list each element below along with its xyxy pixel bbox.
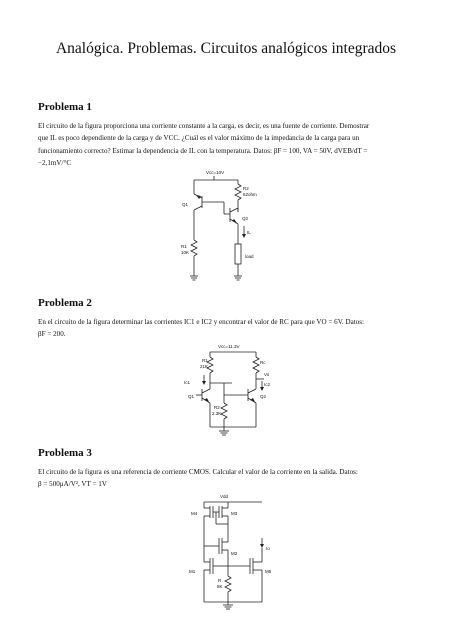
problem-1-line-2: que IL es poco dependiente de la carga y de VCC. ¿Cuál es el valor máximo de la impedancia de la carga para un [38,134,360,143]
p1-label-q2: Q2 [242,216,249,221]
problem-3-circuit-diagram [182,492,274,614]
problem-2-circuit-diagram [180,343,280,438]
p3-label-m2: M2 [231,551,238,556]
p3-label-vdd: Vdd [220,494,229,499]
p2-label-ic1: Ic1 [184,380,191,385]
p2-label-r1: R1 [202,358,208,363]
p2-label-q2: Q2 [260,394,267,399]
problem-1-line-1: El circuito de la figura proporciona una corriente constante a la carga, es decir, es una fuente de corriente. Demostrar [38,122,370,130]
p2-label-r2-value: 2.3K [212,411,222,416]
p2-label-r1-value: 21K [200,364,209,369]
problem-3-heading: Problema 3 [38,447,92,459]
problem-2-statement [38,316,414,341]
p2-label-q1: Q1 [188,394,195,399]
p1-label-r2: R2 [243,186,249,191]
problem-1-line-3: funcionamiento correcto? Estimar la dependencia de IL con la temperatura. Datos: βF = 100, VA = 50V, dVEB/dT = [38,146,368,155]
p2-label-vo: Vo [264,372,270,377]
problem-3-line-1: El circuito de la figura es una referencia de corriente CMOS. Calcular el valor de la corriente en la salida. Datos: [38,468,358,476]
p2-label-r2: R2 [214,405,220,410]
p2-label-ic2: Ic2 [264,382,271,387]
p2-label-vcc: Vcc=11.3V [218,344,240,349]
problem-2-line-2: βF = 200. [38,330,66,339]
problem-1-line-4: −2,1mV/°C [38,158,72,167]
p2-label-rc: Rc [260,360,266,365]
document-title: Analógica. Problemas. Circuitos analógicos integrados [55,40,397,57]
p3-label-m5: M5 [265,569,272,574]
p3-label-r: R [218,578,222,583]
problem-3-statement [38,466,414,491]
p1-label-r2-value: 62ohm [243,192,257,197]
p3-label-r-value: 8K [217,584,223,589]
p1-label-r1: R1 [181,244,187,249]
p1-label-vcc: Vcc=10V [206,170,225,175]
p3-label-m4: M4 [191,511,198,516]
p3-label-io: Io [266,546,270,551]
problem-1-circuit-diagram [180,168,270,286]
problem-2-heading: Problema 2 [38,297,92,309]
problem-1-statement [38,120,414,169]
p1-label-il: IL [247,230,251,235]
p1-label-r1-value: 10K [181,250,190,255]
problem-1-heading: Problema 1 [38,101,92,113]
problem-2-line-1: En el circuito de la figura determinar las corrientes IC1 e IC2 y encontrar el valor de RC para que VO = 6V. Datos: [38,318,365,326]
p1-label-load: load [245,254,254,259]
p3-label-m1: M1 [189,569,196,574]
p1-label-q1: Q1 [182,202,189,207]
p3-label-m3: M3 [231,511,238,516]
problem-3-line-2: β = 500μA/V², VT = 1V [38,480,107,489]
